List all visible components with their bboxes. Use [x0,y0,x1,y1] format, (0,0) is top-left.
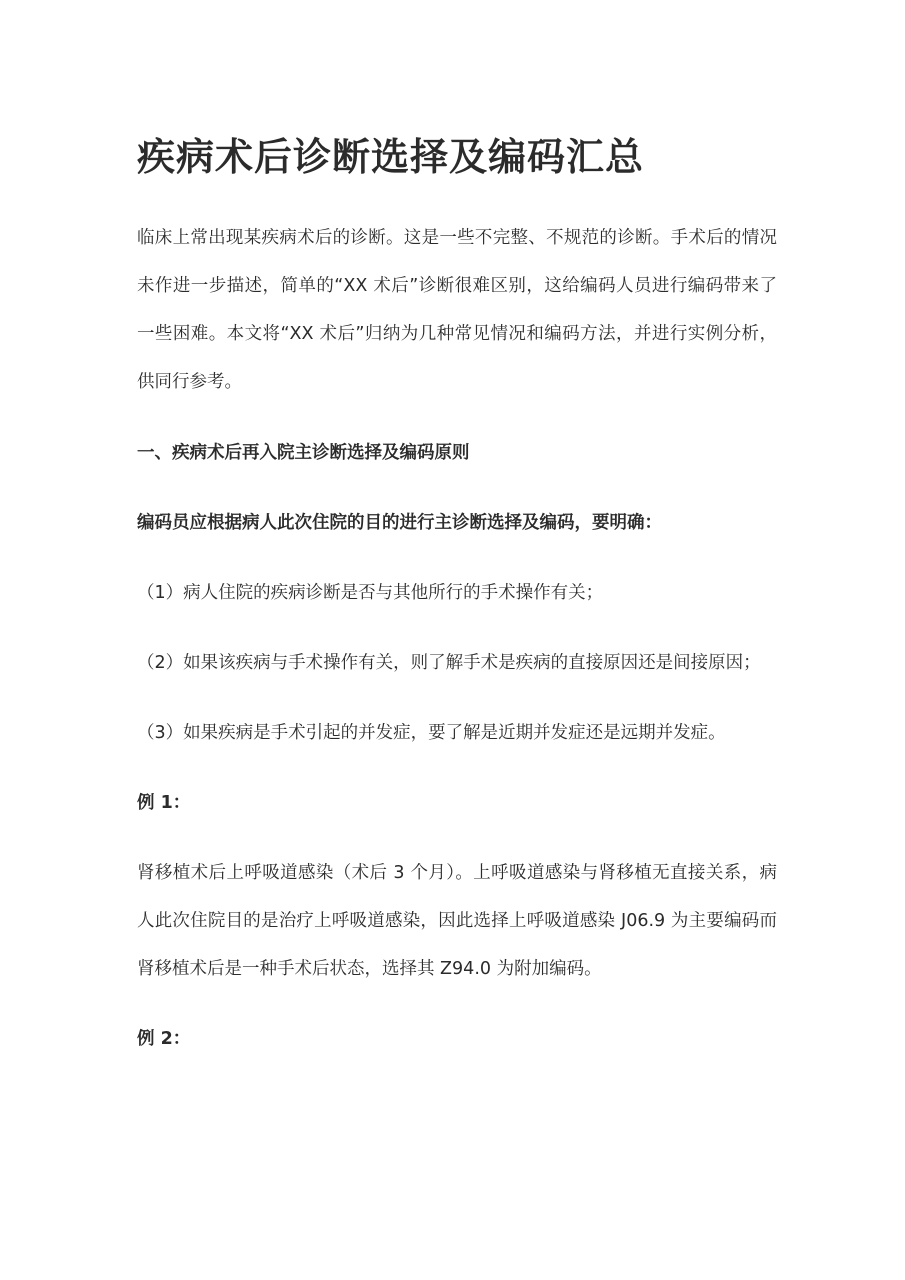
example-2-label: 例 2： [137,1029,191,1049]
principle-heading: 编码员应根据病人此次住院的目的进行主诊断选择及编码，要明确： [137,513,662,533]
document-body [137,128,777,1063]
document-title: 疾病术后诊断选择及编码汇总 [137,135,645,179]
example-1-text: 肾移植术后上呼吸道感染（术后 3 个月）。上呼吸道感染与肾移植无直接关系，病人此次住院目的是治疗上呼吸道感染，因此选择上呼吸道感染 J06.9 为主要编码而肾移植术后是一种手术后状态，选择其 Z94.0 为附加编码。 [137,863,777,979]
principle-item-1: （1）病人住院的疾病诊断是否与其他所行的手术操作有关； [137,583,604,603]
intro-paragraph: 临床上常出现某疾病术后的诊断。这是一些不完整、不规范的诊断。手术后的情况未作进一步描述，简单的“XX 术后”诊断很难区别，这给编码人员进行编码带来了一些困难。本文将“XX 术后”归纳为几种常见情况和编码方法，并进行实例分析，供同行参考。 [137,228,777,392]
principle-item-2: （2）如果该疾病与手术操作有关，则了解手术是疾病的直接原因还是间接原因； [137,653,761,673]
principle-item-3: （3）如果疾病是手术引起的并发症，要了解是近期并发症还是远期并发症。 [137,723,726,743]
example-1-label: 例 1： [137,793,191,813]
section-heading: 一、疾病术后再入院主诊断选择及编码原则 [137,443,470,463]
